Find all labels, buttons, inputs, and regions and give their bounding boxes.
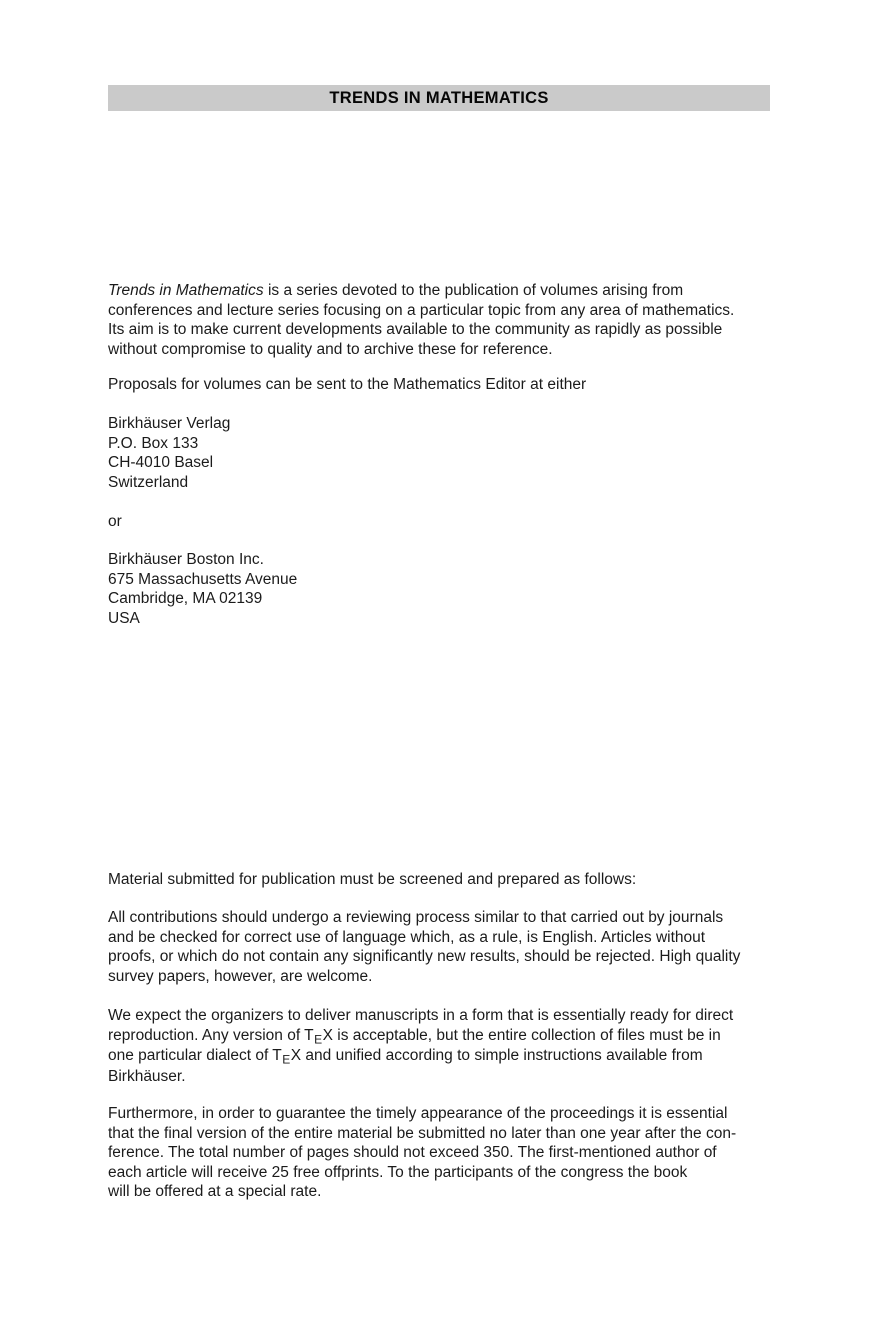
text-line xyxy=(108,281,734,301)
address-line: Switzerland xyxy=(108,473,189,491)
address-line: 675 Massachusetts Avenue xyxy=(108,570,298,588)
proposals-line xyxy=(108,375,586,395)
tex-subscript: E xyxy=(314,1032,323,1047)
text-line xyxy=(108,1046,733,1067)
text-line xyxy=(108,1026,733,1047)
text-line: Birkhäuser. xyxy=(108,1067,186,1085)
tex-line3-post: X and unified according to simple instructions available from xyxy=(290,1047,703,1065)
address-line: Birkhäuser Boston Inc. xyxy=(108,551,264,568)
text-line: without compromise to quality and to archive these for reference. xyxy=(108,340,553,358)
series-title: TRENDS IN MATHEMATICS xyxy=(329,88,549,107)
tex-line3-pre: one particular dialect of T xyxy=(108,1047,282,1065)
address-line: Birkhäuser Verlag xyxy=(108,415,231,432)
or-separator xyxy=(108,512,122,532)
text-line: We expect the organizers to deliver manuscripts in a form that is essentially ready for direct xyxy=(108,1007,734,1024)
text-line: or xyxy=(108,513,122,530)
address-line: USA xyxy=(108,609,140,627)
text-line: and be checked for correct use of language which, as a rule, is English. Articles without xyxy=(108,928,706,946)
tex-subscript: E xyxy=(282,1052,291,1067)
tex-line2-pre: reproduction. Any version of T xyxy=(108,1026,314,1044)
address-line: CH-4010 Basel xyxy=(108,454,214,472)
further-paragraph xyxy=(108,1104,736,1202)
text-line: conferences and lecture series focusing on a particular topic from any area of mathematics. xyxy=(108,301,735,319)
address-basel xyxy=(108,414,230,492)
text-line: All contributions should undergo a reviewing process similar to that carried out by journals xyxy=(108,909,724,926)
text-line: will be offered at a special rate. xyxy=(108,1183,322,1201)
text-line: Its aim is to make current developments available to the community as rapidly as possible xyxy=(108,321,723,339)
tex-line2-post: X is acceptable, but the entire collection of files must be in xyxy=(322,1026,721,1044)
text-line: proofs, or which do not contain any significantly new results, should be rejected. High quality xyxy=(108,948,741,966)
review-paragraph xyxy=(108,908,740,986)
intro-line1-rest: is a series devoted to the publication of volumes arising from xyxy=(263,282,684,299)
tex-paragraph xyxy=(108,1006,733,1086)
material-line xyxy=(108,870,636,890)
series-header-bar xyxy=(108,85,770,111)
address-line: Cambridge, MA 02139 xyxy=(108,590,263,608)
text-line: each article will receive 25 free offprints. To the participants of the congress the book xyxy=(108,1163,688,1181)
text-line: Proposals for volumes can be sent to the Mathematics Editor at either xyxy=(108,376,587,393)
text-line: ference. The total number of pages should not exceed 350. The first-mentioned author of xyxy=(108,1144,717,1162)
address-boston xyxy=(108,550,297,628)
address-line: P.O. Box 133 xyxy=(108,434,199,452)
text-line: that the final version of the entire material be submitted no later than one year after the con- xyxy=(108,1124,737,1142)
series-name-italic: Trends in Mathematics xyxy=(108,282,264,299)
intro-paragraph xyxy=(108,281,734,359)
text-line: Furthermore, in order to guarantee the timely appearance of the proceedings it is essential xyxy=(108,1105,728,1122)
text-line: Material submitted for publication must be screened and prepared as follows: xyxy=(108,871,637,888)
text-line: survey papers, however, are welcome. xyxy=(108,967,373,985)
